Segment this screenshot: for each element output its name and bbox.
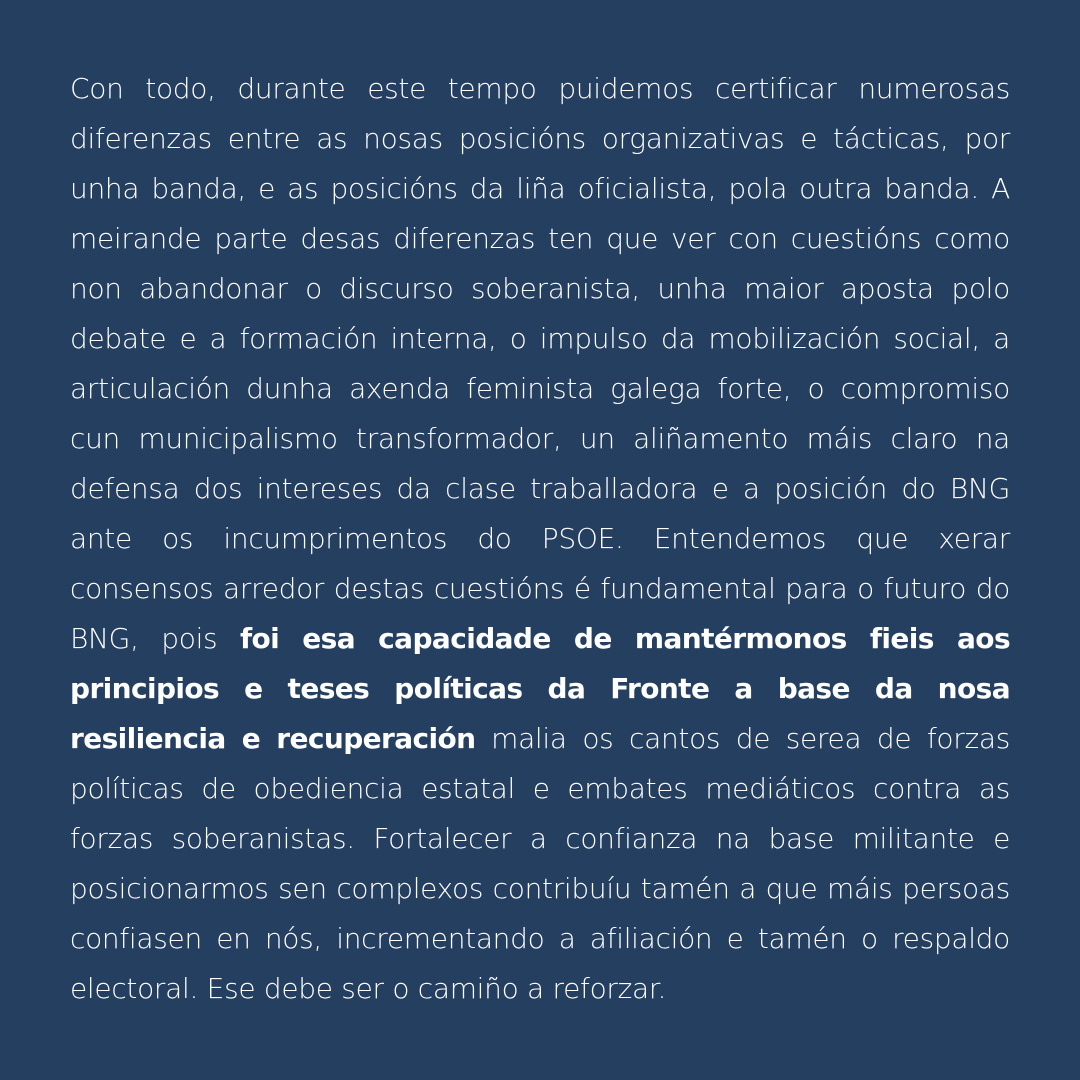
body-paragraph [70,64,1010,1014]
paragraph-text-intro: Con todo, durante este tempo puidemos certificar numerosas diferenzas entre as nosas posicións organizativas e tácticas, por unha banda, e as posicións da liña oficialista, pola outra banda. A meirande parte desas diferenzas ten que ver con cuestións como non abandonar o discurso soberanista, unha maior aposta polo debate e a formación interna, o impulso da mobilización social, a articulación dunha axenda feminista galega forte, o compromiso cun municipalismo transformador, un aliñamento máis claro na defensa dos intereses da clase traballadora e a posición do BNG ante os incumprimentos do PSOE. Entendemos que xerar consensos arredor destas cuestións é fundamental para o futuro do BNG, pois [70,72,1010,655]
paragraph-text-conclusion: malia os cantos de serea de forzas políticas de obediencia estatal e embates mediáticos contra as forzas soberanistas. Fortalecer a confianza na base militante e posicionarmos sen complexos contribuíu tamén a que máis persoas confiasen en nós, incrementando a afiliación e tamén o respaldo electoral. Ese debe ser o camiño a reforzar. [70,722,1010,1005]
document-page [70,64,1010,1014]
paragraph-text-emphasis: foi esa capacidade de mantérmonos fieis aos principios e teses políticas da Fronte a base da nosa resiliencia e recuperación [70,622,1011,755]
